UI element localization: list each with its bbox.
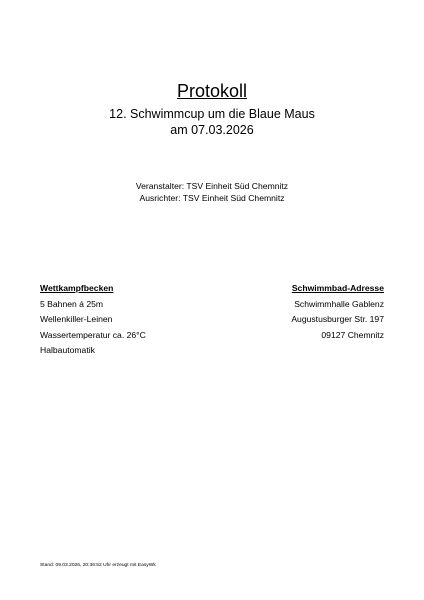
host-line: Ausrichter: TSV Einheit Süd Chemnitz — [139, 193, 285, 203]
organizer-block — [0, 180, 424, 204]
event-subtitle — [0, 106, 424, 138]
address-heading: Schwimmbad-Adresse — [291, 283, 384, 293]
footer-timestamp: Stand: 09.03.2026, 20:36:52 Uhr erzeugt mit EasyWk — [40, 563, 156, 568]
pool-timing: Halbautomatik — [40, 345, 95, 355]
page-title: Protokoll — [176, 81, 248, 101]
pool-lanes: 5 Bahnen á 25m — [40, 298, 104, 309]
event-name: 12. Schwimmcup um die Blaue Maus — [109, 107, 315, 121]
pool-lane-ropes: Wellenkiller-Leinen — [40, 314, 113, 324]
organizer-line: Veranstalter: TSV Einheit Süd Chemnitz — [135, 181, 289, 191]
event-date: am 07.03.2026 — [170, 123, 254, 137]
address-street: Augustusburger Str. 197 — [291, 314, 384, 324]
pool-heading: Wettkampfbecken — [40, 283, 114, 293]
pool-water-temperature: Wassertemperatur ca. 26°C — [40, 329, 146, 340]
pool-info-column — [40, 281, 146, 359]
address-venue: Schwimmhalle Gablenz — [294, 298, 384, 309]
address-city: 09127 Chemnitz — [321, 329, 384, 340]
address-column — [291, 281, 384, 343]
